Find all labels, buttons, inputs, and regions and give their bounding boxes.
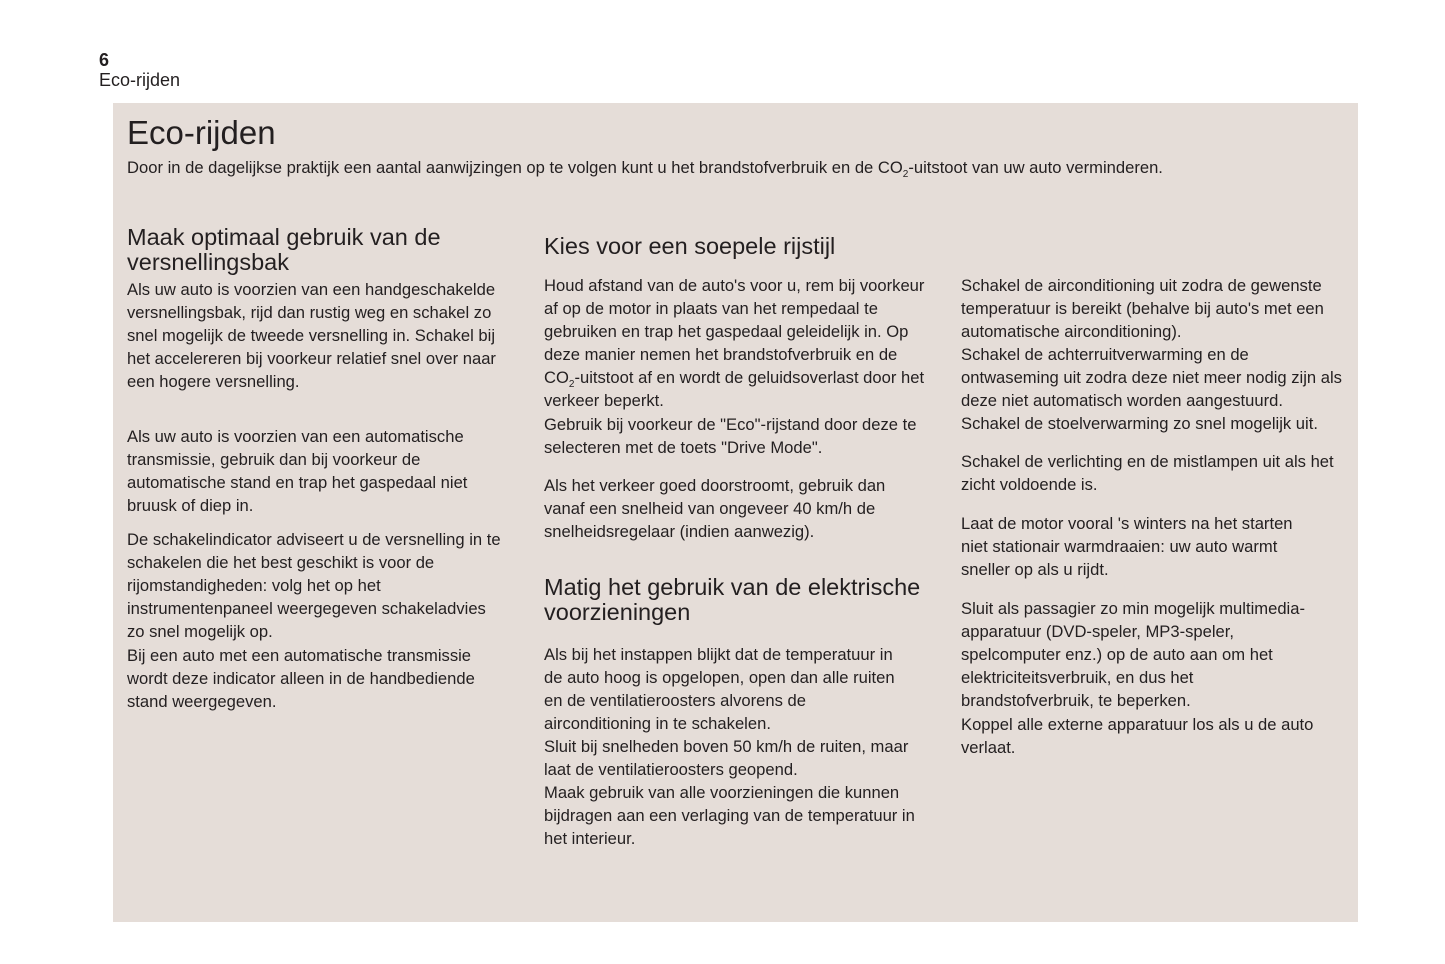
paragraph: Maak gebruik van alle voorzieningen die kunnen bijdragen aan een verlaging van de temperatuur in het interieur. <box>544 783 915 849</box>
section-heading-gearbox: Maak optimaal gebruik van de versnellingsbak <box>127 224 441 275</box>
paragraph: Schakel de verlichting en de mistlampen uit als het zicht voldoende is. <box>961 452 1334 495</box>
intro-text-part: -uitstoot van uw auto verminderen. <box>908 158 1163 177</box>
page-number: 6 <box>99 50 110 70</box>
paragraph: Schakel de stoelverwarming zo snel mogelijk uit. <box>961 414 1318 433</box>
paragraph: Sluit bij snelheden boven 50 km/h de ruiten, maar laat de ventilatieroosters geopend. <box>544 737 909 780</box>
eco-driving-panel <box>113 103 1358 922</box>
paragraph: Als het verkeer goed doorstroomt, gebruik dan vanaf een snelheid van ongeveer 40 km/h de snelheidsregelaar (indien aanwezig). <box>544 476 886 542</box>
paragraph <box>544 274 929 413</box>
paragraph: Laat de motor vooral 's winters na het starten niet stationair warmdraaien: uw auto warmt sneller op als u rijdt. <box>961 514 1293 580</box>
paragraph: Als bij het instappen blijkt dat de temperatuur in de auto hoog is opgelopen, open dan alle ruiten en de ventilatieroosters alvorens de airconditioning in te schakelen. <box>544 645 895 734</box>
section-heading-driving-style: Kies voor een soepele rijstijl <box>544 233 836 259</box>
paragraph-part: Houd afstand van de auto's voor u, rem bij voorkeur af op de motor in plaats van het rempedaal te gebruiken en trap het gaspedaal geleidelijk in. Op deze manier nemen het brandstofverbruik en de CO <box>544 276 925 388</box>
paragraph: Koppel alle externe apparatuur los als u de auto verlaat. <box>961 715 1314 758</box>
paragraph-part: -uitstoot af en wordt de geluidsoverlast door het verkeer beperkt. <box>544 368 925 411</box>
paragraph: Gebruik bij voorkeur de "Eco"-rijstand door deze te selecteren met de toets "Drive Mode". <box>544 415 917 458</box>
section-heading-electrical: Matig het gebruik van de elektrische voorzieningen <box>544 574 921 625</box>
subscript: 2 <box>902 169 909 180</box>
paragraph: Als uw auto is voorzien van een automatische transmissie, gebruik dan bij voorkeur de automatische stand en trap het gaspedaal niet bruusk of diep in. <box>127 427 468 516</box>
intro-text-part: Door in de dagelijkse praktijk een aantal aanwijzingen op te volgen kunt u het brandstofverbruik en de CO <box>127 158 903 177</box>
paragraph: Sluit als passagier zo min mogelijk multimedia-apparatuur (DVD-speler, MP3-speler, spelcomputer enz.) op de auto aan om het elektriciteitsverbruik, en dus het brandstofverbruik, te beperken. <box>961 599 1305 711</box>
paragraph: Schakel de achterruitverwarming en de ontwaseming uit zodra deze niet meer nodig zijn als deze niet automatisch worden aangestuurd. <box>961 345 1342 411</box>
running-header: Eco-rijden <box>99 70 181 90</box>
paragraph: Schakel de airconditioning uit zodra de gewenste temperatuur is bereikt (behalve bij auto's met een automatische airconditioning). <box>961 276 1324 342</box>
paragraph: Als uw auto is voorzien van een handgeschakelde versnellingsbak, rijd dan rustig weg en schakel zo snel mogelijk de tweede versnelling in. Schakel bij het accelereren bij voorkeur relatief snel over naar een hogere versnelling. <box>127 280 496 392</box>
paragraph: De schakelindicator adviseert u de versnelling in te schakelen die het best geschikt is voor de rijomstandigheden: volg het op het instrumentenpaneel weergegeven schakeladvies zo snel mogelijk op. <box>127 530 501 642</box>
panel-title: Eco-rijden <box>127 114 276 151</box>
paragraph: Bij een auto met een automatische transmissie wordt deze indicator alleen in de handbediende stand weergegeven. <box>127 646 475 712</box>
subscript: 2 <box>568 379 575 391</box>
intro-text <box>127 157 1163 179</box>
